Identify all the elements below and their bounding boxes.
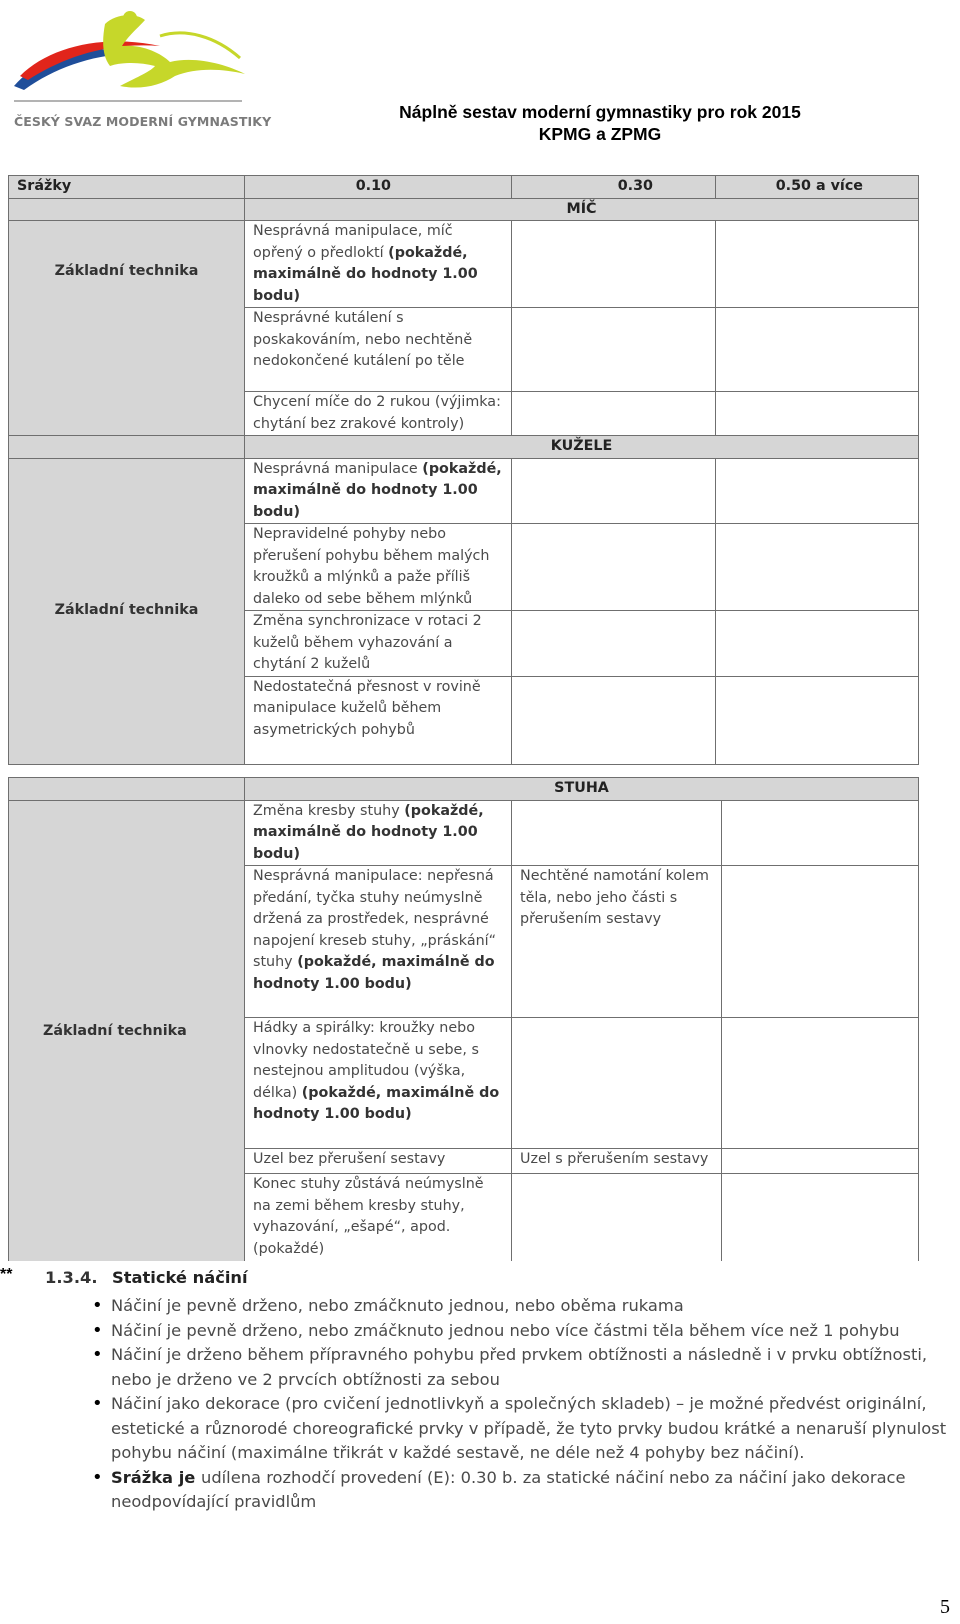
federation-logo: [10, 6, 272, 131]
rules-list: [92, 1294, 957, 1515]
section-marker: **: [0, 1266, 13, 1283]
deduction-cell: [722, 1174, 919, 1264]
deduction-cell: Nedostatečná přesnost v rovině manipulace kuželů během asymetrických pohybů: [245, 676, 512, 764]
section-title: Statické náčiní: [112, 1268, 248, 1287]
deduction-cell: [722, 1018, 919, 1149]
deduction-cell: [512, 611, 716, 677]
deductions-table-ball-clubs: [8, 175, 919, 765]
logo-text: ČESKÝ SVAZ MODERNÍ GYMNASTIKY: [14, 114, 272, 129]
deduction-cell: [722, 800, 919, 866]
gymnast-logo-icon: [10, 6, 250, 111]
deductions-table-ribbon: [8, 777, 919, 1264]
deduction-cell: [512, 524, 716, 611]
deduction-cell: [716, 676, 919, 764]
deduction-cell: Uzel s přerušením sestavy: [512, 1149, 722, 1174]
deduction-cell: [716, 392, 919, 436]
document-subtitle: KPMG a ZPMG: [538, 124, 662, 144]
deduction-cell: [512, 308, 716, 392]
deduction-cell: [512, 1018, 722, 1149]
deduction-cell: Hádky a spirálky: kroužky nebo vlnovky nedostatečně u sebe, s nestejnou amplitudou (výška, délka) (pokaždé, maximálně do hodnoty 1.00 bodu): [245, 1018, 512, 1149]
deduction-cell: Nesprávná manipulace, míč opřený o předloktí (pokaždé, maximálně do hodnoty 1.00 bodu): [245, 221, 512, 308]
section-band-ball: MÍČ: [245, 198, 919, 221]
row-label-basic-technique: Základní technika: [9, 800, 245, 1264]
section-band-ribbon: STUHA: [245, 778, 919, 801]
deduction-cell: [722, 866, 919, 1018]
deduction-cell: [716, 458, 919, 524]
deduction-cell: [716, 308, 919, 392]
deduction-cell: Nesprávné kutálení s poskakováním, nebo nechtěně nedokončené kutálení po těle: [245, 308, 512, 392]
deduction-cell: [512, 676, 716, 764]
col-header-010: 0.10: [245, 176, 512, 199]
deduction-cell: [512, 458, 716, 524]
list-item: • Náčiní je pevně drženo, nebo zmáčknuto jednou, nebo oběma rukama: [92, 1294, 957, 1319]
deduction-cell: [716, 221, 919, 308]
row-label-basic-technique: Základní technika: [9, 458, 245, 764]
list-item: • Srážka je udílena rozhodčí provedení (E): 0.30 b. za statické náčiní nebo za náčiní jako dekorace neodpovídající pravidlům: [92, 1466, 957, 1515]
deduction-cell: Změna synchronizace v rotaci 2 kuželů během vyhazování a chytání 2 kuželů: [245, 611, 512, 677]
deduction-cell: Uzel bez přerušení sestavy: [245, 1149, 512, 1174]
deduction-cell: [716, 611, 919, 677]
section-band-clubs: KUŽELE: [245, 436, 919, 459]
deduction-cell: [512, 221, 716, 308]
deduction-cell: Nepravidelné pohyby nebo přerušení pohybu během malých kroužků a mlýnků a paže příliš daleko od sebe během mlýnků: [245, 524, 512, 611]
document-header: [370, 101, 830, 145]
deduction-cell: Změna kresby stuhy (pokaždé, maximálně do hodnoty 1.00 bodu): [245, 800, 512, 866]
list-item: • Náčiní je pevně drženo, nebo zmáčknuto jednou nebo více částmi těla během více než 1 pohybu: [92, 1319, 957, 1344]
deduction-cell: [512, 392, 716, 436]
row-label-basic-technique: Základní technika: [9, 221, 245, 436]
document-title: Náplně sestav moderní gymnastiky pro rok 2015: [399, 102, 801, 122]
col-header-050: 0.50 a více: [716, 176, 919, 199]
deduction-cell: [716, 524, 919, 611]
page-number: 5: [940, 1596, 950, 1618]
deduction-cell: [512, 1174, 722, 1264]
deduction-cell: [512, 800, 722, 866]
list-item: • Náčiní jako dekorace (pro cvičení jednotlivkyň a společných skladeb) – je možné předvést originální, estetické a různorodé choreografické prvky v případě, že tyto prvky budou krátké a nenaruší plynulost pohybu náčiní (maximálne třikrát v každé sestavě, ne déle než 4 pohyby bez náčiní).: [92, 1392, 957, 1466]
deduction-cell: Konec stuhy zůstává neúmyslně na zemi během kresby stuhy, vyhazování, „ešapé“, apod. (pokaždé): [245, 1174, 512, 1264]
deduction-cell: Nesprávná manipulace (pokaždé, maximálně do hodnoty 1.00 bodu): [245, 458, 512, 524]
section-number: 1.3.4.: [45, 1268, 98, 1287]
deduction-cell: Nesprávná manipulace: nepřesná předání, tyčka stuhy neúmyslně držená za prostředek, nesprávné napojení kreseb stuhy, „práskání“ stuhy (pokaždé, maximálně do hodnoty 1.00 bodu): [245, 866, 512, 1018]
deduction-cell: Nechtěné namotání kolem těla, nebo jeho části s přerušením sestavy: [512, 866, 722, 1018]
deduction-cell: Chycení míče do 2 rukou (výjimka: chytání bez zrakové kontroly): [245, 392, 512, 436]
col-header-030: 0.30: [512, 176, 716, 199]
list-item: • Náčiní je drženo během přípravného pohybu před prvkem obtížnosti a následně i v prvku obtížnosti, nebo je drženo ve 2 prvcích obtížnosti za sebou: [92, 1343, 957, 1392]
col-header-deductions: Srážky: [9, 176, 245, 199]
deduction-cell: [722, 1149, 919, 1174]
